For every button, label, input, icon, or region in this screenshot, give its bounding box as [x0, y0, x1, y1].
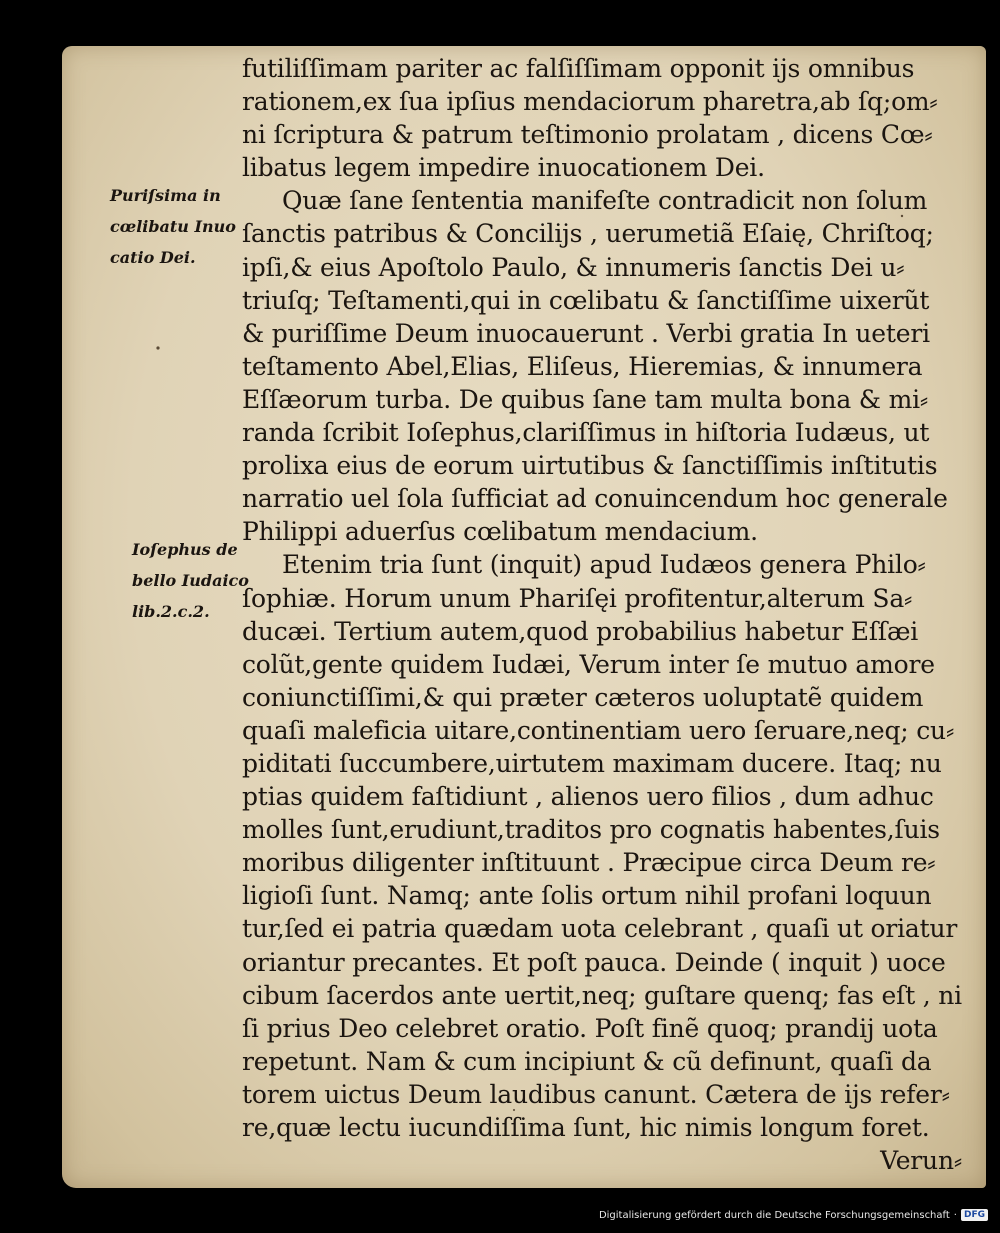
text-line: piditati ſuccumbere,uirtutem maximam ducere. Itaq; nu [242, 748, 942, 778]
text-line: ni ſcriptura & patrum teſtimonio prolatam , dicens Cœ⸗ [242, 120, 933, 150]
text-line: ptias quidem faſtidiunt , alienos uero filios , dum adhuc [242, 782, 934, 812]
text-line: & puriſſime Deum inuocauerunt . Verbi gratia In ueteri [242, 318, 930, 348]
footer-separator: · [953, 1209, 957, 1221]
dfg-logo-icon[interactable]: DFG [961, 1209, 988, 1221]
text-line: ſanctis patribus & Concilijs , uerumetiã Eſaię, Chriſtoq; [242, 219, 934, 249]
text-line: moribus diligenter inſtituunt . Præcipue circa Deum re⸗ [242, 848, 936, 878]
text-line: Etenim tria ſunt (inquit) apud Iudæos genera Philo⸗ [282, 550, 926, 580]
main-text-block [242, 52, 968, 1177]
margin-note-invocation [110, 180, 236, 273]
text-line: re,quæ lectu iucundiſſima ſunt, hic nimis longum foret. [242, 1113, 930, 1142]
text-line: ducæi. Tertium autem,quod probabilius habetur Eſſæi [242, 616, 919, 646]
margin-note-line: cœlibatu Inuo [110, 217, 236, 236]
text-line: ſi prius Deo celebret oratio. Poſt finẽ quoq; prandij uota [242, 1013, 938, 1043]
text-line: randa ſcribit Ioſephus,clariſſimus in hiſtoria Iudæus, ut [242, 418, 930, 448]
text-line: prolixa eius de eorum uirtutibus & ſanctiſſimis inſtitutis [242, 451, 938, 481]
text-line: triuſq; Teſtamenti,qui in cœlibatu & ſanctiſſime uixerũt [242, 285, 930, 315]
text-line: rationem,ex ſua ipſius mendaciorum pharetra,ab ſq;om⸗ [242, 87, 938, 117]
margin-note-line: catio Dei. [110, 248, 196, 267]
text-line: Philippi aduerſus cœlibatum mendacium. [242, 517, 758, 547]
text-line: ipſi,& eius Apoſtolo Paulo, & innumeris ſanctis Dei u⸗ [242, 252, 905, 282]
text-line: futiliſſimam pariter ac falſiſſimam opponit ijs omnibus [242, 54, 915, 83]
margin-note-line: Puriſsima in [110, 186, 221, 205]
digitization-footer [599, 1209, 988, 1221]
text-line: narratio uel ſola ſufficiat ad conuincendum hoc generale [242, 484, 948, 514]
text-line: Eſſæorum turba. De quibus ſane tam multa bona & mi⸗ [242, 384, 929, 414]
margin-note-line: bello Iudaico [132, 571, 249, 590]
text-line: colũt,gente quidem Iudæi, Verum inter ſe mutuo amore [242, 649, 935, 679]
text-line: tur,ſed ei patria quædam uota celebrant , quaſi ut oriatur [242, 914, 958, 944]
text-line: molles ſunt,erudiunt,traditos pro cognatis habentes,ſuis [242, 815, 940, 845]
funding-credit: Digitalisierung gefördert durch die Deutsche Forschungsgemeinschaft [598, 1209, 950, 1221]
text-line: torem uictus Deum laudibus canunt. Cætera de ijs refer⸗ [242, 1079, 950, 1109]
catchword: Verun⸗ [880, 1146, 962, 1176]
text-line: teſtamento Abel,Elias, Eliſeus, Hieremias, & innumera [242, 351, 923, 381]
text-line: repetunt. Nam & cum incipiunt & cũ definunt, quaſi da [242, 1046, 932, 1076]
margin-note-line: Ioſephus de [132, 540, 238, 559]
text-line: coniunctiſſimi,& qui præter cæteros uoluptatẽ quidem [242, 682, 924, 712]
text-line: ligioſi ſunt. Namq; ante ſolis ortum nihil profani loquun [242, 881, 932, 911]
text-line: oriantur precantes. Et poſt pauca. Deinde ( inquit ) uoce [242, 947, 946, 977]
text-line: cibum ſacerdos ante uertit,neq; guſtare quenq; fas eſt , ni [242, 980, 962, 1010]
margin-note-josephus [132, 534, 258, 627]
text-line: ſophiæ. Horum unum Phariſęi profitentur,alterum Sa⸗ [242, 583, 913, 613]
margin-note-line: lib.2.c.2. [132, 602, 210, 621]
text-line: libatus legem impedire inuocationem Dei. [242, 153, 765, 183]
text-line: Quæ ſane ſententia manifeſte contradicit non ſolum [282, 186, 928, 216]
book-page [62, 46, 986, 1188]
text-line: quaſi maleficia uitare,continentiam uero ſeruare,neq; cu⸗ [242, 715, 955, 745]
